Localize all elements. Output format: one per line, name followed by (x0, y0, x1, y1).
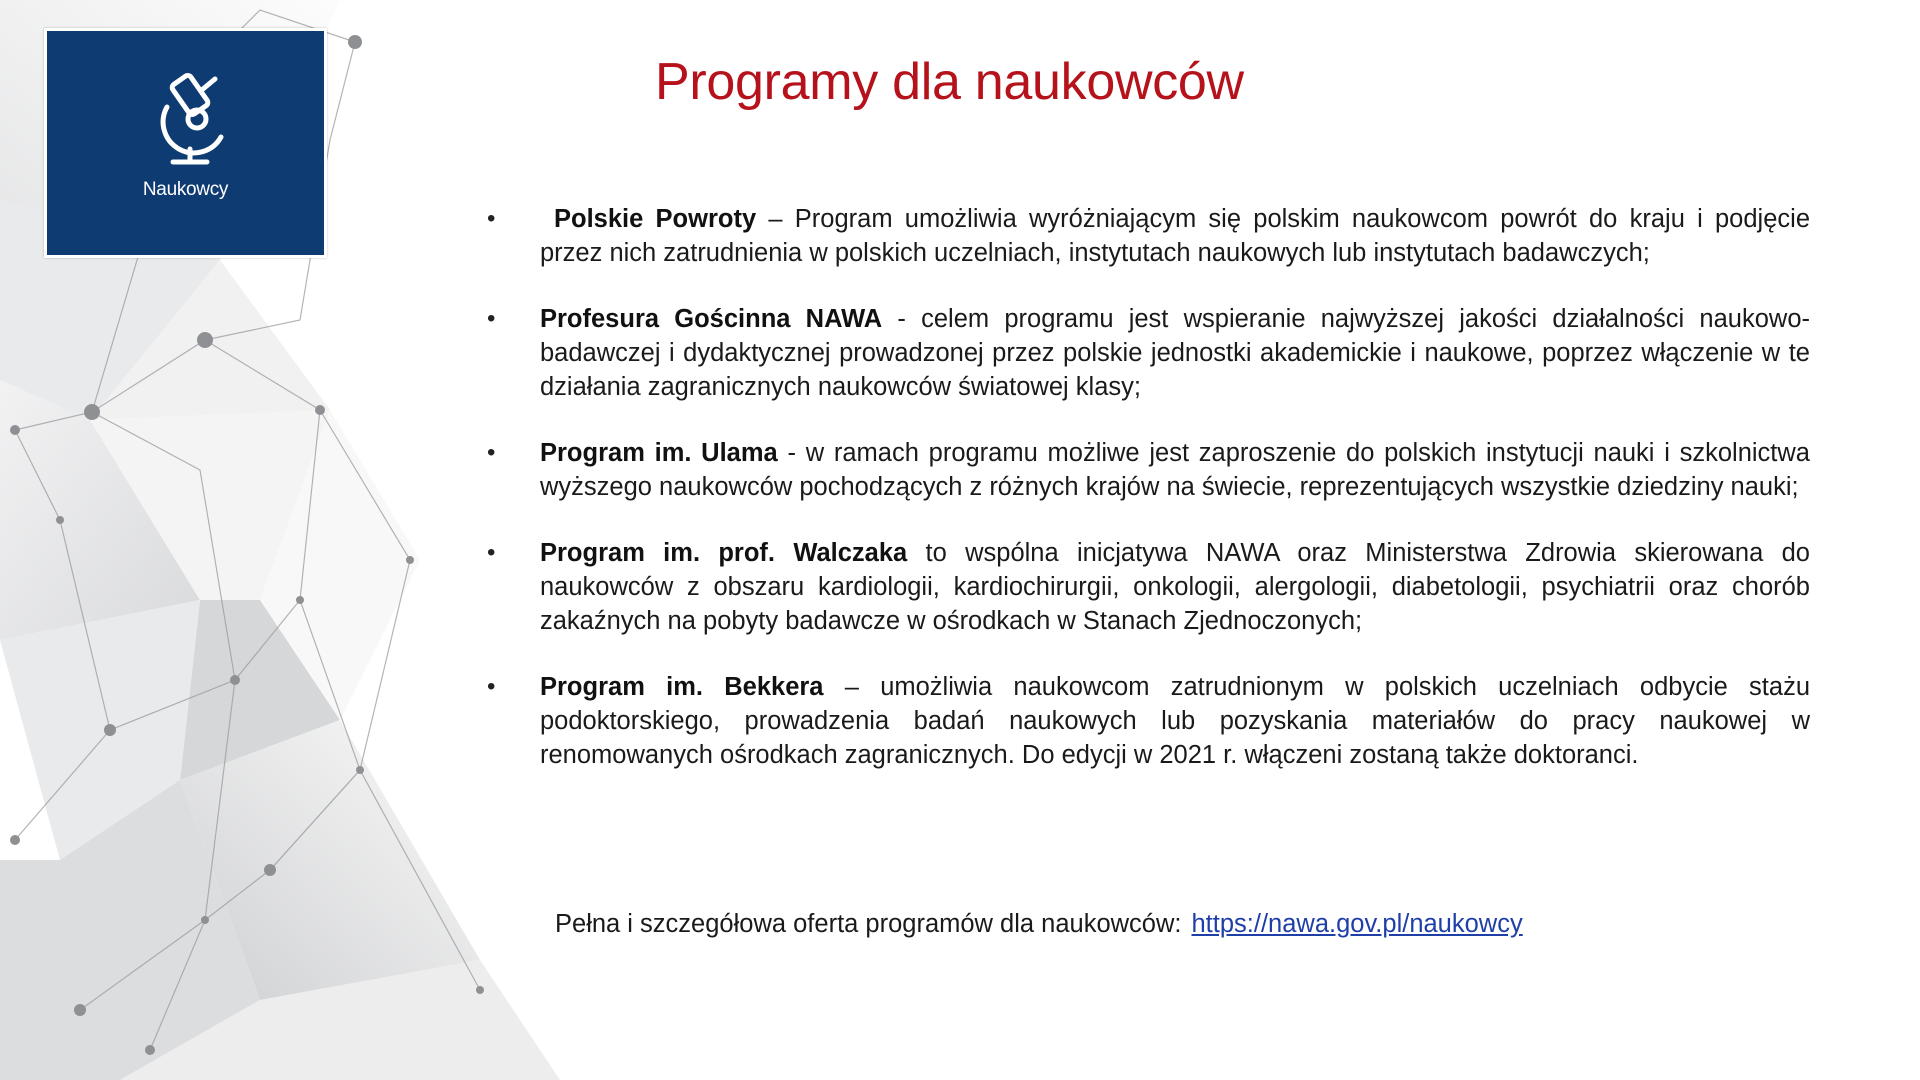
program-name: Program im. Ulama (540, 439, 778, 467)
bullet: • (487, 439, 496, 466)
list-item-text: Polskie Powroty – Program umożliwia wyróżniającym się polskim naukowcom powrót do kraju i podjęcie przez nich zatrudnienia w polskich uczelniach, instytutach naukowych lub instytutach badawczych; (540, 205, 1810, 267)
footer-offer (555, 910, 1523, 939)
list-item-text: Program im. Ulama - w ramach programu możliwe jest zaproszenie do polskich instytucji nauki i szkolnictwa wyższego naukowców pochodzących z różnych krajów na świecie, reprezentujących wszystkie dziedziny nauki; (540, 439, 1810, 501)
program-description: Program umożliwia wyróżniającym się polskim naukowcom powrót do kraju i podjęcie przez nich zatrudnienia w polskich uczelniach, instytutach naukowych lub instytutach badawczych; (540, 205, 1810, 267)
page-title: Programy dla naukowców (655, 53, 1244, 111)
list-item-text: Program im. Bekkera – umożliwia naukowcom zatrudnionym w polskich uczelniach odbycie stażu podoktorskiego, prowadzenia badań naukowych lub pozyskania materiałów do pracy naukowej w renomowanych ośrodkach zagranicznych. Do edycji w 2021 r. włączeni zostaną także doktoranci. (540, 673, 1811, 769)
program-name: Program im. prof. Walczaka (540, 539, 908, 567)
microscope-icon (145, 71, 235, 167)
list-item-profesura-goscinna (480, 302, 1810, 404)
list-item-polskie-powroty (480, 202, 1810, 270)
program-description: umożliwia naukowcom zatrudnionym w polskich uczelniach odbycie stażu podoktorskiego, prowadzenia badań naukowych lub pozyskania materiałów do pracy naukowej w renomowanych ośrodkach zagranicznych. Do edycji w 2021 r. włączeni zostaną także doktoranci. (540, 673, 1811, 769)
bullet: • (487, 673, 496, 700)
program-name: Program im. Bekkera (540, 673, 824, 701)
program-list (480, 202, 1810, 804)
program-name: Polskie Powroty (554, 205, 757, 233)
naukowcy-tile[interactable] (44, 28, 327, 258)
naukowcy-link[interactable]: https://nawa.gov.pl/naukowcy (1191, 910, 1523, 938)
list-item-ulama (480, 436, 1810, 504)
program-description: to wspólna inicjatywa NAWA oraz Ministerstwa Zdrowia skierowana do naukowców z obszaru kardiologii, kardiochirurgii, onkologii, alergologii, diabetologii, psychiatrii oraz chorób zakaźnych na pobyty badawcze w ośrodkach w Stanach Zjednoczonych; (540, 539, 1810, 635)
list-item-bekkera (480, 670, 1810, 772)
list-item-text (540, 536, 1810, 638)
list-item-walczaka (480, 536, 1810, 638)
tile-label: Naukowcy (142, 179, 229, 200)
program-description: w ramach programu możliwe jest zaproszenie do polskich instytucji nauki i szkolnictwa wyższego naukowców pochodzących z różnych krajów na świecie, reprezentujących wszystkie dziedziny nauki; (540, 439, 1810, 501)
list-item-text: Profesura Gościnna NAWA - celem programu jest wspieranie najwyższej jakości działalności naukowo-badawczej i dydaktycznej prowadzonej przez polskie jednostki akademickie i naukowe, poprzez włączenie w te działania zagranicznych naukowców światowej klasy; (540, 305, 1810, 401)
program-description: celem programu jest wspieranie najwyższej jakości działalności naukowo-badawczej i dydaktycznej prowadzonej przez polskie jednostki akademickie i naukowe, poprzez włączenie w te działania zagranicznych naukowców światowej klasy; (540, 305, 1810, 401)
program-name: Profesura Gościnna NAWA (540, 305, 883, 333)
bullet: • (487, 305, 496, 332)
bullet: • (487, 539, 496, 566)
bullet: • (487, 205, 496, 232)
footer-text: Pełna i szczegółowa oferta programów dla naukowców: (555, 910, 1182, 938)
